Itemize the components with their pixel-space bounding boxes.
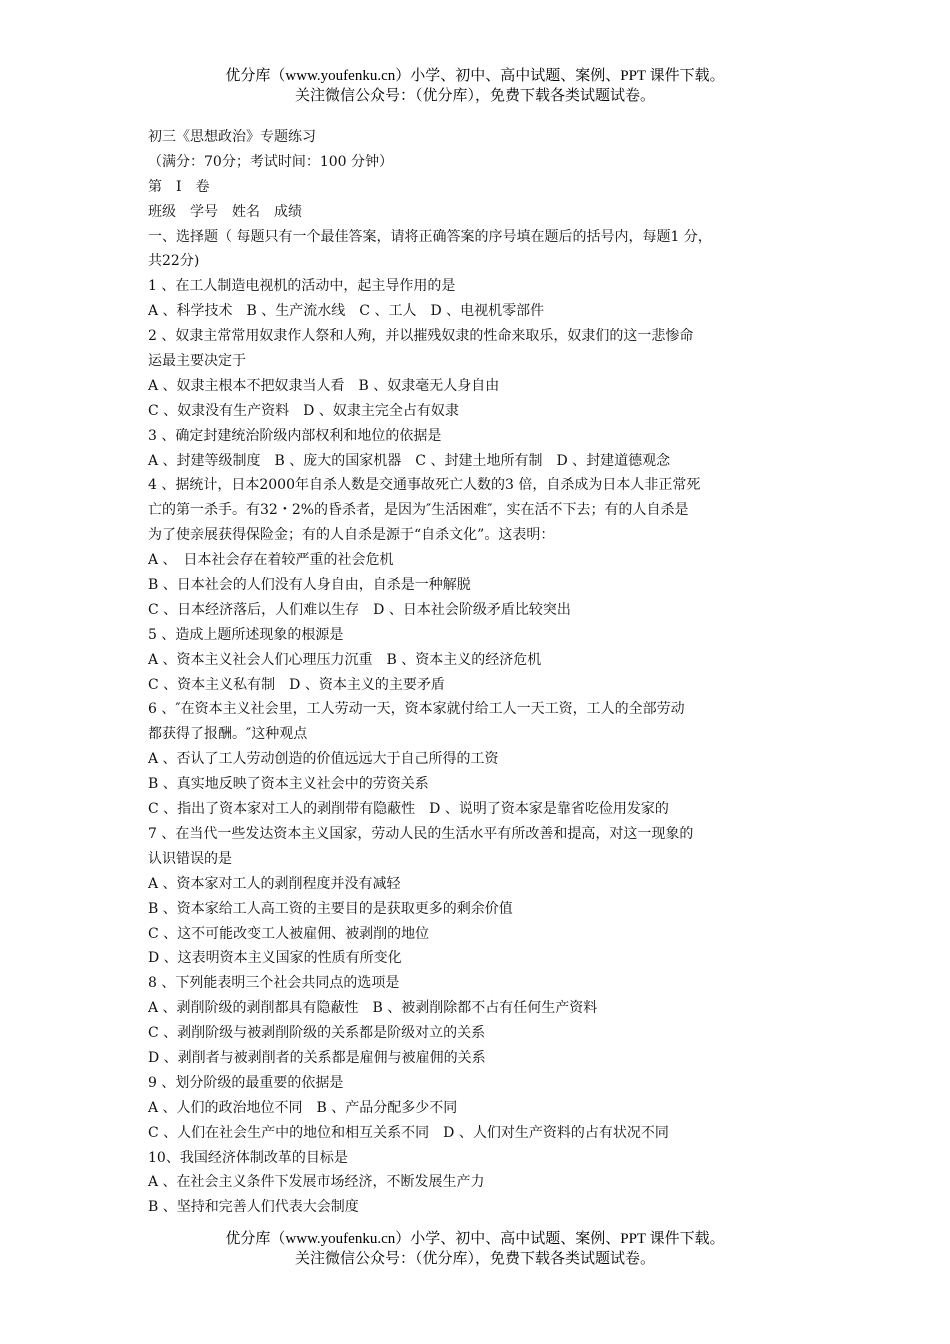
question-6: 6 、″在资本主义社会里，工人劳动一天，资本家就付给工人一天工资，工人的全部劳动 bbox=[148, 701, 685, 718]
question-1-options: A 、科学技术 B 、生产流水线 C 、工人 D 、电视机零部件 bbox=[148, 303, 545, 320]
question-5-options-cd: C 、资本主义私有制 D 、资本主义的主要矛盾 bbox=[148, 676, 445, 693]
question-7-option-d: D 、这表明资本主义国家的性质有所变化 bbox=[148, 950, 402, 967]
question-7-cont: 认识错误的是 bbox=[148, 850, 232, 867]
volume-label: 第 Ⅰ 卷 bbox=[148, 178, 210, 195]
question-8: 8 、下列能表明三个社会共同点的选项是 bbox=[148, 975, 400, 992]
question-9-options-cd: C 、人们在社会生产中的地位和相互关系不同 D 、人们对生产资料的占有状况不同 bbox=[148, 1124, 669, 1141]
question-6-options-cd: C 、指出了资本家对工人的剥削带有隐蔽性 D 、说明了资本家是靠省吃俭用发家的 bbox=[148, 801, 669, 818]
exam-content bbox=[148, 125, 813, 1220]
student-info-fields: 班级 学号 姓名 成绩 bbox=[148, 203, 302, 220]
question-4-cont-2: 为了使亲展获得保险金；有的人自杀是源于“自杀文化”。这表明： bbox=[148, 527, 555, 544]
question-2-options-cd: C 、奴隶没有生产资料 D 、奴隶主完全占有奴隶 bbox=[148, 402, 459, 419]
question-7-option-a: A 、资本家对工人的剥削程度并没有减轻 bbox=[148, 875, 401, 892]
section-heading: 一、选择题（ 每题只有一个最佳答案，请将正确答案的序号填在题后的括号内，每题1 分， bbox=[148, 228, 712, 245]
page-header bbox=[0, 66, 950, 106]
question-10: 10、我国经济体制改革的目标是 bbox=[148, 1149, 348, 1166]
question-4-cont-1: 亡的第一杀手。有32・2%的昏杀者，是因为″生活困难″，实在活不下去；有的人自杀是 bbox=[148, 502, 689, 519]
question-6-option-b: B 、真实地反映了资本主义社会中的劳资关系 bbox=[148, 776, 429, 793]
question-4-options-cd: C 、日本经济落后，人们难以生存 D 、日本社会阶级矛盾比较突出 bbox=[148, 601, 571, 618]
question-4-option-a: A 、 日本社会存在着较严重的社会危机 bbox=[148, 552, 394, 569]
question-1: 1 、在工人制造电视机的活动中，起主导作用的是 bbox=[148, 278, 456, 295]
question-4: 4 、据统计，日本2000年自杀人数是交通事故死亡人数的3 倍，自杀成为日本人非正常死 bbox=[148, 477, 701, 494]
question-8-options-ab: A 、剥削阶级的剥削都具有隐蔽性 B 、被剥削除都不占有任何生产资料 bbox=[148, 1000, 598, 1017]
header-line-1: 优分库（www.youfenku.cn）小学、初中、高中试题、案例、PPT 课件下载。 bbox=[225, 68, 725, 84]
question-3-options: A 、封建等级制度 B 、庞大的国家机器 C 、封建土地所有制 D 、封建道德观念 bbox=[148, 452, 671, 469]
question-8-option-c: C 、剥削阶级与被剥削阶级的关系都是阶级对立的关系 bbox=[148, 1025, 486, 1042]
question-9: 9 、划分阶级的最重要的依据是 bbox=[148, 1074, 344, 1091]
header-line-2: 关注微信公众号：（优分库），免费下载各类试题试卷。 bbox=[294, 88, 655, 104]
question-7-option-b: B 、资本家给工人高工资的主要目的是获取更多的剩余价值 bbox=[148, 900, 513, 917]
question-5-options-ab: A 、资本主义社会人们心理压力沉重 B 、资本主义的经济危机 bbox=[148, 651, 542, 668]
question-2: 2 、奴隶主常常用奴隶作人祭和人殉，并以摧残奴隶的性命来取乐，奴隶们的这一悲惨命 bbox=[148, 328, 694, 345]
question-10-option-a: A 、在社会主义条件下发展市场经济，不断发展生产力 bbox=[148, 1174, 485, 1191]
question-8-option-d: D 、剥削者与被剥削者的关系都是雇佣与被雇佣的关系 bbox=[148, 1049, 486, 1066]
exam-meta: （满分：70分；考试时间：100 分钟） bbox=[148, 153, 393, 170]
footer-line-2: 关注微信公众号：（优分库），免费下载各类试题试卷。 bbox=[294, 1251, 655, 1267]
question-10-option-b: B 、坚持和完善人们代表大会制度 bbox=[148, 1199, 359, 1216]
question-3: 3 、确定封建统治阶级内部权利和地位的依据是 bbox=[148, 427, 442, 444]
question-7: 7 、在当代一些发达资本主义国家，劳动人民的生活水平有所改善和提高，对这一现象的 bbox=[148, 825, 694, 842]
question-2-options-ab: A 、奴隶主根本不把奴隶当人看 B 、奴隶毫无人身自由 bbox=[148, 377, 500, 394]
question-6-option-a: A 、否认了工人劳动创造的价值远远大于自己所得的工资 bbox=[148, 751, 499, 768]
question-6-cont: 都获得了报酬。″这种观点 bbox=[148, 726, 308, 743]
question-2-cont: 运最主要决定于 bbox=[148, 353, 246, 370]
section-heading-cont: 共22分) bbox=[148, 253, 200, 270]
question-4-option-b: B 、日本社会的人们没有人身自由，自杀是一种解脱 bbox=[148, 577, 471, 594]
exam-title: 初三《思想政治》专题练习 bbox=[148, 129, 316, 145]
page-footer bbox=[0, 1229, 950, 1269]
question-5: 5 、造成上题所述现象的根源是 bbox=[148, 626, 344, 643]
question-7-option-c: C 、这不可能改变工人被雇佣、被剥削的地位 bbox=[148, 925, 430, 942]
footer-line-1: 优分库（www.youfenku.cn）小学、初中、高中试题、案例、PPT 课件下载。 bbox=[225, 1231, 725, 1247]
question-9-options-ab: A 、人们的政治地位不同 B 、产品分配多少不同 bbox=[148, 1099, 458, 1116]
